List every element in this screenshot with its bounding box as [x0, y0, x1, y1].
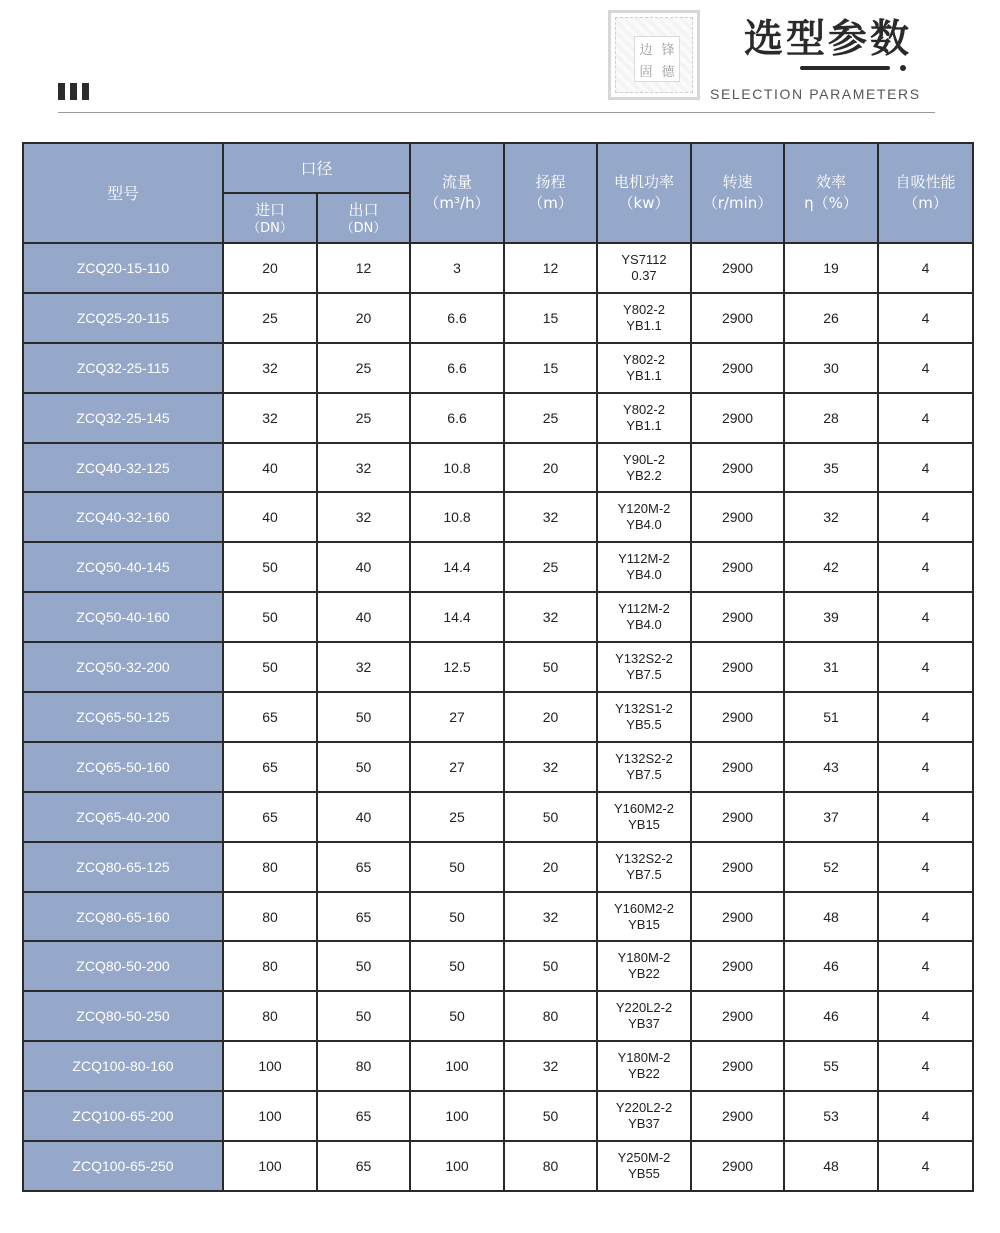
inlet-cell: 50 — [223, 542, 317, 592]
header-speed-unit: （r/min） — [702, 194, 773, 212]
motor-cell — [597, 393, 691, 443]
motor-spec: YB5.5 — [626, 716, 662, 732]
motor-cell — [597, 941, 691, 991]
model-cell: ZCQ100-65-250 — [23, 1141, 223, 1191]
model-cell: ZCQ25-20-115 — [23, 293, 223, 343]
model-cell: ZCQ80-50-250 — [23, 991, 223, 1041]
flow-cell: 50 — [410, 892, 504, 942]
flow-cell: 27 — [410, 692, 504, 742]
efficiency-cell: 37 — [784, 792, 878, 842]
speed-cell: 2900 — [691, 1041, 784, 1091]
head-cell: 50 — [504, 642, 597, 692]
header-flow — [410, 143, 504, 243]
head-cell: 50 — [504, 792, 597, 842]
inlet-cell: 40 — [223, 492, 317, 542]
flow-cell: 100 — [410, 1141, 504, 1191]
outlet-cell: 50 — [317, 692, 410, 742]
table-row — [23, 443, 973, 493]
model-cell: ZCQ32-25-115 — [23, 343, 223, 393]
model-cell: ZCQ40-32-160 — [23, 492, 223, 542]
header-power-label: 电机功率 — [614, 173, 675, 191]
efficiency-cell: 39 — [784, 592, 878, 642]
speed-cell: 2900 — [691, 542, 784, 592]
motor-model: Y112M-2 — [618, 601, 670, 617]
model-cell: ZCQ65-50-160 — [23, 742, 223, 792]
speed-cell: 2900 — [691, 692, 784, 742]
header-head-unit: （m） — [528, 194, 573, 212]
logo-char: 锋 — [661, 42, 675, 58]
head-cell: 32 — [504, 1041, 597, 1091]
model-cell: ZCQ80-65-125 — [23, 842, 223, 892]
motor-model: Y180M-2 — [617, 1050, 671, 1066]
model-cell: ZCQ65-40-200 — [23, 792, 223, 842]
motor-spec: YB22 — [628, 1066, 660, 1082]
motor-model: Y132S2-2 — [615, 750, 673, 766]
efficiency-cell: 31 — [784, 642, 878, 692]
flow-cell: 10.8 — [410, 443, 504, 493]
inlet-cell: 80 — [223, 941, 317, 991]
suction-cell: 4 — [878, 692, 973, 742]
header-outlet-unit: （DN） — [340, 221, 387, 236]
suction-cell: 4 — [878, 842, 973, 892]
motor-spec: YB4.0 — [626, 617, 662, 633]
motor-cell — [597, 1141, 691, 1191]
logo-grid — [634, 36, 680, 82]
model-cell: ZCQ65-50-125 — [23, 692, 223, 742]
header-suction-unit: （m） — [903, 194, 948, 212]
model-cell: ZCQ50-32-200 — [23, 642, 223, 692]
suction-cell: 4 — [878, 892, 973, 942]
outlet-cell: 32 — [317, 642, 410, 692]
motor-model: Y180M-2 — [617, 950, 671, 966]
motor-spec: YB15 — [628, 916, 660, 932]
header-divider — [58, 112, 935, 113]
table-row — [23, 393, 973, 443]
outlet-cell: 65 — [317, 892, 410, 942]
motor-spec: YB7.5 — [626, 866, 662, 882]
inlet-cell: 25 — [223, 293, 317, 343]
inlet-cell: 50 — [223, 642, 317, 692]
table-row — [23, 1141, 973, 1191]
motor-cell — [597, 1041, 691, 1091]
speed-cell: 2900 — [691, 1091, 784, 1141]
motor-cell — [597, 492, 691, 542]
header-outlet — [317, 193, 410, 243]
suction-cell: 4 — [878, 393, 973, 443]
model-cell: ZCQ80-65-160 — [23, 892, 223, 942]
outlet-cell: 65 — [317, 1141, 410, 1191]
header-caliber: 口径 — [223, 143, 410, 193]
motor-model: Y132S1-2 — [615, 700, 673, 716]
head-cell: 32 — [504, 892, 597, 942]
motor-cell — [597, 792, 691, 842]
efficiency-cell: 19 — [784, 243, 878, 293]
logo-char: 边 — [639, 42, 653, 58]
model-cell: ZCQ100-80-160 — [23, 1041, 223, 1091]
table-row — [23, 243, 973, 293]
outlet-cell: 50 — [317, 941, 410, 991]
title-underline — [800, 66, 890, 70]
speed-cell: 2900 — [691, 592, 784, 642]
motor-cell — [597, 443, 691, 493]
header-outlet-label: 出口 — [348, 201, 379, 219]
speed-cell: 2900 — [691, 792, 784, 842]
inlet-cell: 40 — [223, 443, 317, 493]
motor-cell — [597, 842, 691, 892]
header-inlet — [223, 193, 317, 243]
motor-spec: YB37 — [628, 1016, 660, 1032]
inlet-cell: 32 — [223, 393, 317, 443]
efficiency-cell: 35 — [784, 443, 878, 493]
motor-model: Y802-2 — [623, 351, 665, 367]
outlet-cell: 40 — [317, 592, 410, 642]
motor-cell — [597, 892, 691, 942]
suction-cell: 4 — [878, 343, 973, 393]
suction-cell: 4 — [878, 542, 973, 592]
head-cell: 20 — [504, 692, 597, 742]
suction-cell: 4 — [878, 941, 973, 991]
motor-spec: YB7.5 — [626, 766, 662, 782]
header-power — [597, 143, 691, 243]
flow-cell: 10.8 — [410, 492, 504, 542]
bar-mark — [82, 83, 89, 100]
speed-cell: 2900 — [691, 892, 784, 942]
speed-cell: 2900 — [691, 443, 784, 493]
model-cell: ZCQ100-65-200 — [23, 1091, 223, 1141]
motor-model: Y802-2 — [623, 401, 665, 417]
motor-cell — [597, 243, 691, 293]
suction-cell: 4 — [878, 792, 973, 842]
header-suction — [878, 143, 973, 243]
table-row — [23, 991, 973, 1041]
efficiency-cell: 42 — [784, 542, 878, 592]
efficiency-cell: 53 — [784, 1091, 878, 1141]
motor-spec: YB37 — [628, 1116, 660, 1132]
head-cell: 80 — [504, 991, 597, 1041]
flow-cell: 6.6 — [410, 343, 504, 393]
header-speed-label: 转速 — [722, 173, 753, 191]
header-inlet-label: 进口 — [254, 201, 285, 219]
brand-logo — [608, 10, 700, 100]
table-row — [23, 642, 973, 692]
motor-model: Y160M2-2 — [614, 900, 674, 916]
speed-cell: 2900 — [691, 492, 784, 542]
model-cell: ZCQ50-40-160 — [23, 592, 223, 642]
flow-cell: 27 — [410, 742, 504, 792]
speed-cell: 2900 — [691, 1141, 784, 1191]
header-efficiency-unit: η（%） — [804, 194, 858, 212]
suction-cell: 4 — [878, 1141, 973, 1191]
efficiency-cell: 26 — [784, 293, 878, 343]
head-cell: 15 — [504, 343, 597, 393]
head-cell: 32 — [504, 592, 597, 642]
suction-cell: 4 — [878, 742, 973, 792]
flow-cell: 100 — [410, 1091, 504, 1141]
outlet-cell: 20 — [317, 293, 410, 343]
inlet-cell: 65 — [223, 692, 317, 742]
table-row — [23, 542, 973, 592]
speed-cell: 2900 — [691, 243, 784, 293]
motor-cell — [597, 592, 691, 642]
header-speed — [691, 143, 784, 243]
inlet-cell: 80 — [223, 842, 317, 892]
outlet-cell: 50 — [317, 742, 410, 792]
outlet-cell: 80 — [317, 1041, 410, 1091]
motor-spec: YB1.1 — [626, 317, 662, 333]
table-row — [23, 1091, 973, 1141]
motor-cell — [597, 542, 691, 592]
header-efficiency — [784, 143, 878, 243]
head-cell: 12 — [504, 243, 597, 293]
motor-cell — [597, 742, 691, 792]
motor-model: Y112M-2 — [618, 551, 670, 567]
motor-model: Y120M-2 — [617, 501, 671, 517]
efficiency-cell: 48 — [784, 1141, 878, 1191]
motor-cell — [597, 642, 691, 692]
flow-cell: 14.4 — [410, 592, 504, 642]
model-cell: ZCQ40-32-125 — [23, 443, 223, 493]
motor-model: Y220L2-2 — [615, 1000, 673, 1016]
header-suction-label: 自吸性能 — [895, 173, 956, 191]
selection-parameters-table — [22, 142, 974, 1192]
efficiency-cell: 55 — [784, 1041, 878, 1091]
flow-cell: 14.4 — [410, 542, 504, 592]
table-row — [23, 592, 973, 642]
efficiency-cell: 30 — [784, 343, 878, 393]
inlet-cell: 100 — [223, 1041, 317, 1091]
outlet-cell: 25 — [317, 343, 410, 393]
outlet-cell: 65 — [317, 1091, 410, 1141]
motor-cell — [597, 293, 691, 343]
inlet-cell: 20 — [223, 243, 317, 293]
motor-spec: YB4.0 — [626, 567, 662, 583]
outlet-cell: 40 — [317, 792, 410, 842]
efficiency-cell: 32 — [784, 492, 878, 542]
table-body — [23, 243, 973, 1191]
table-row — [23, 742, 973, 792]
model-cell: ZCQ20-15-110 — [23, 243, 223, 293]
motor-cell — [597, 1091, 691, 1141]
header-flow-unit: （m³/h） — [424, 194, 490, 212]
inlet-cell: 65 — [223, 792, 317, 842]
suction-cell: 4 — [878, 1041, 973, 1091]
efficiency-cell: 52 — [784, 842, 878, 892]
header-model: 型号 — [23, 143, 223, 243]
motor-model: Y90L-2 — [623, 451, 665, 467]
bar-mark — [70, 83, 77, 100]
speed-cell: 2900 — [691, 393, 784, 443]
table-row — [23, 892, 973, 942]
motor-spec: YB55 — [628, 1165, 660, 1181]
flow-cell: 6.6 — [410, 393, 504, 443]
speed-cell: 2900 — [691, 293, 784, 343]
motor-model: Y220L2-2 — [615, 1100, 673, 1116]
header-head-label: 扬程 — [535, 173, 566, 191]
header-efficiency-label: 效率 — [816, 173, 847, 191]
speed-cell: 2900 — [691, 941, 784, 991]
outlet-cell: 50 — [317, 991, 410, 1041]
inlet-cell: 80 — [223, 892, 317, 942]
table-row — [23, 792, 973, 842]
flow-cell: 3 — [410, 243, 504, 293]
efficiency-cell: 46 — [784, 991, 878, 1041]
motor-model: Y250M-2 — [617, 1149, 671, 1165]
table-row — [23, 941, 973, 991]
head-cell: 20 — [504, 842, 597, 892]
inlet-cell: 100 — [223, 1141, 317, 1191]
efficiency-cell: 46 — [784, 941, 878, 991]
table-row — [23, 293, 973, 343]
motor-model: Y132S2-2 — [615, 850, 673, 866]
table-row — [23, 842, 973, 892]
header-bars-decoration — [58, 83, 89, 100]
motor-spec: YB1.1 — [626, 367, 662, 383]
motor-spec: YB7.5 — [626, 667, 662, 683]
outlet-cell: 25 — [317, 393, 410, 443]
motor-spec: YB2.2 — [626, 467, 662, 483]
outlet-cell: 12 — [317, 243, 410, 293]
logo-char: 德 — [661, 64, 675, 80]
motor-model: Y132S2-2 — [615, 651, 673, 667]
table-row — [23, 692, 973, 742]
flow-cell: 6.6 — [410, 293, 504, 343]
table-row — [23, 492, 973, 542]
outlet-cell: 65 — [317, 842, 410, 892]
suction-cell: 4 — [878, 293, 973, 343]
flow-cell: 50 — [410, 842, 504, 892]
motor-cell — [597, 692, 691, 742]
speed-cell: 2900 — [691, 991, 784, 1041]
flow-cell: 100 — [410, 1041, 504, 1091]
efficiency-cell: 43 — [784, 742, 878, 792]
motor-cell — [597, 343, 691, 393]
motor-cell — [597, 991, 691, 1041]
header-head — [504, 143, 597, 243]
speed-cell: 2900 — [691, 343, 784, 393]
header-power-unit: （kw） — [618, 194, 670, 212]
head-cell: 15 — [504, 293, 597, 343]
motor-spec: YB4.0 — [626, 517, 662, 533]
motor-spec: YB15 — [628, 816, 660, 832]
title-dot — [900, 65, 906, 71]
header-inlet-unit: （DN） — [247, 221, 293, 236]
efficiency-cell: 48 — [784, 892, 878, 942]
flow-cell: 25 — [410, 792, 504, 842]
model-cell: ZCQ80-50-200 — [23, 941, 223, 991]
table-row — [23, 1041, 973, 1091]
outlet-cell: 40 — [317, 542, 410, 592]
motor-spec: YB22 — [628, 966, 660, 982]
speed-cell: 2900 — [691, 642, 784, 692]
speed-cell: 2900 — [691, 742, 784, 792]
motor-model: YS7112 — [621, 251, 667, 267]
head-cell: 32 — [504, 742, 597, 792]
flow-cell: 50 — [410, 991, 504, 1041]
head-cell: 50 — [504, 1091, 597, 1141]
flow-cell: 12.5 — [410, 642, 504, 692]
suction-cell: 4 — [878, 642, 973, 692]
motor-model: Y802-2 — [623, 301, 665, 317]
efficiency-cell: 28 — [784, 393, 878, 443]
inlet-cell: 50 — [223, 592, 317, 642]
inlet-cell: 100 — [223, 1091, 317, 1141]
model-cell: ZCQ50-40-145 — [23, 542, 223, 592]
suction-cell: 4 — [878, 991, 973, 1041]
table-row — [23, 343, 973, 393]
logo-char: 固 — [639, 64, 653, 80]
flow-cell: 50 — [410, 941, 504, 991]
suction-cell: 4 — [878, 243, 973, 293]
head-cell: 25 — [504, 542, 597, 592]
model-cell: ZCQ32-25-145 — [23, 393, 223, 443]
motor-model: Y160M2-2 — [614, 800, 674, 816]
outlet-cell: 32 — [317, 492, 410, 542]
page-subtitle: SELECTION PARAMETERS — [710, 86, 921, 102]
suction-cell: 4 — [878, 1091, 973, 1141]
suction-cell: 4 — [878, 492, 973, 542]
head-cell: 50 — [504, 941, 597, 991]
motor-spec: 0.37 — [631, 267, 657, 283]
suction-cell: 4 — [878, 443, 973, 493]
bar-mark — [58, 83, 65, 100]
suction-cell: 4 — [878, 592, 973, 642]
head-cell: 25 — [504, 393, 597, 443]
head-cell: 32 — [504, 492, 597, 542]
header-flow-label: 流量 — [442, 173, 473, 191]
efficiency-cell: 51 — [784, 692, 878, 742]
page-title: 选型参数 — [743, 17, 912, 62]
inlet-cell: 65 — [223, 742, 317, 792]
head-cell: 80 — [504, 1141, 597, 1191]
head-cell: 20 — [504, 443, 597, 493]
motor-spec: YB1.1 — [626, 417, 662, 433]
speed-cell: 2900 — [691, 842, 784, 892]
outlet-cell: 32 — [317, 443, 410, 493]
inlet-cell: 32 — [223, 343, 317, 393]
inlet-cell: 80 — [223, 991, 317, 1041]
